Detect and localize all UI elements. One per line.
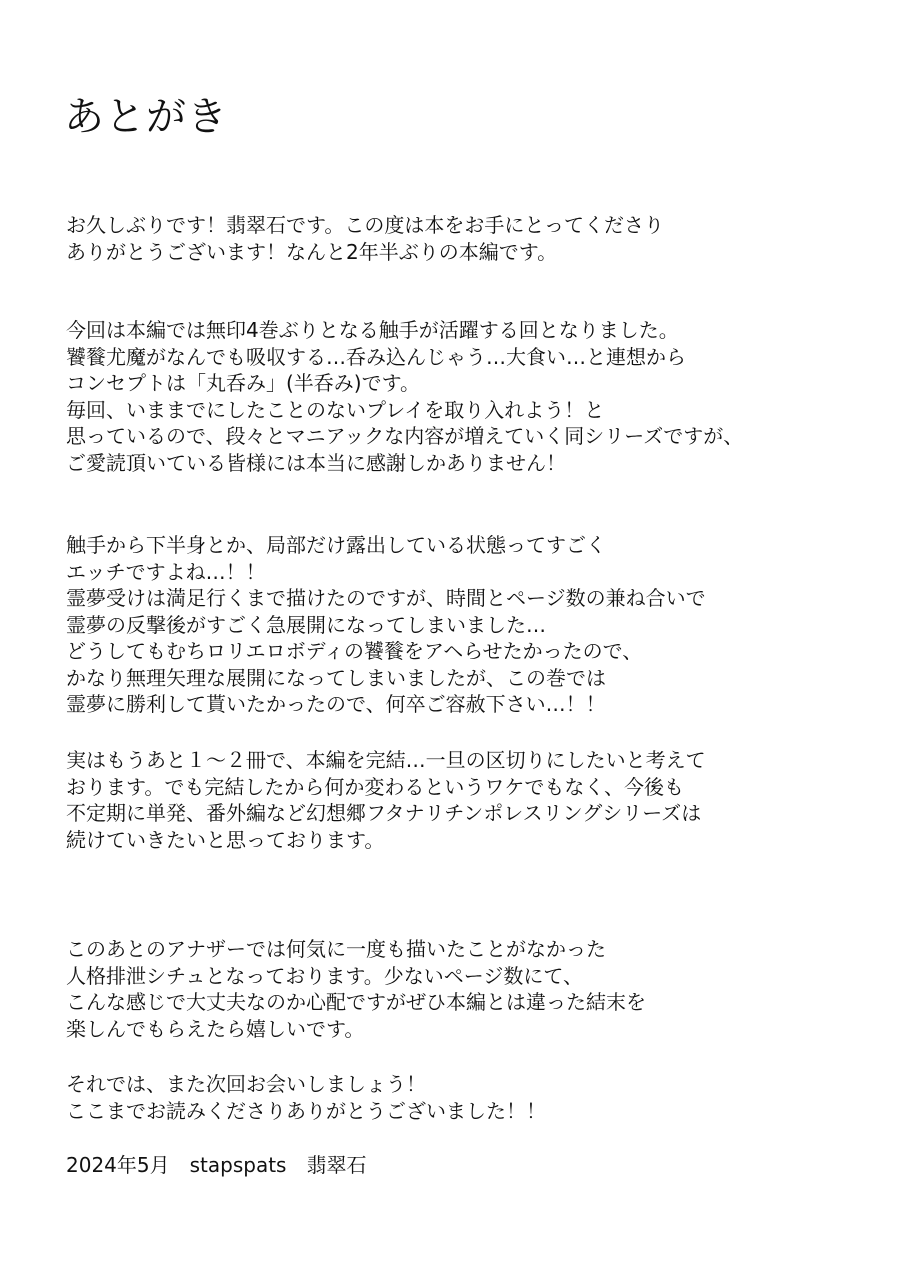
signature-line: 2024年5月 stapspats 翡翠石 bbox=[66, 1153, 367, 1177]
text-line: 饕餮尤魔がなんでも吸収する…呑み込んじゃう…大食い…と連想から bbox=[66, 344, 686, 369]
text-line: どうしてもむちロリエロボディの饕餮をアヘらせたかったので、 bbox=[66, 639, 643, 663]
text-line: 不定期に単発、番外編など幻想郷フタナリチンポレスリングシリーズは bbox=[66, 801, 702, 825]
text-line: 実はもうあと１～２冊で、本編を完結…一旦の区切りにしたいと考えて bbox=[66, 748, 706, 772]
paragraph-content bbox=[66, 532, 706, 718]
text-line: エッチですよね…！！ bbox=[66, 559, 266, 584]
text-line: ここまでお読みくださりありがとうございました！！ bbox=[66, 1098, 546, 1123]
text-line: それでは、また次回お会いしましょう！ bbox=[66, 1072, 426, 1096]
text-line: 毎回、いままでにしたことのないプレイを取り入れよう！と bbox=[66, 397, 605, 422]
text-line: 霊夢受けは満足行くまで描けたのですが、時間とページ数の兼ね合いで bbox=[66, 586, 706, 610]
paragraph-future bbox=[66, 747, 706, 853]
text-line: 触手から下半身とか、局部だけ露出している状態ってすごく bbox=[66, 533, 606, 557]
page-title: あとがき bbox=[64, 94, 228, 140]
text-line: 楽しんでもらえたら嬉しいです。 bbox=[66, 1016, 365, 1041]
paragraph-closing bbox=[66, 1071, 546, 1124]
text-line: 霊夢に勝利して貰いたかったので、何卒ご容赦下さい…！！ bbox=[66, 692, 606, 716]
text-line: 続けていきたいと思っております。 bbox=[66, 827, 385, 852]
text-line: コンセプトは「丸呑み」(半呑み)です。 bbox=[66, 371, 421, 395]
text-line: 今回は本編では無印4巻ぶりとなる触手が活躍する回となりました。 bbox=[66, 318, 679, 342]
text-line: このあとのアナザーでは何気に一度も描いたことがなかった bbox=[66, 937, 606, 961]
signature bbox=[66, 1152, 366, 1179]
text-line: 思っているので、段々とマニアックな内容が増えていく同シリーズですが、 bbox=[66, 424, 744, 448]
text-line: かなり無理矢理な展開になってしまいましたが、この巻では bbox=[66, 665, 606, 690]
paragraph-greeting bbox=[66, 212, 664, 265]
paragraph-concept bbox=[66, 317, 743, 476]
text-line: 霊夢の反撃後がすごく急展開になってしまいました… bbox=[66, 612, 546, 637]
text-line: ご愛読頂いている皆様には本当に感謝しかありません！ bbox=[66, 450, 566, 475]
text-line: ありがとうございます！なんと2年半ぶりの本編です。 bbox=[66, 239, 558, 264]
paragraph-another bbox=[66, 936, 646, 1042]
text-line: おります。でも完結したから何か変わるというワケでもなく、今後も bbox=[66, 774, 684, 799]
text-line: お久しぶりです！翡翠石です。この度は本をお手にとってくださり bbox=[66, 213, 664, 237]
text-line: こんな感じで大丈夫なのか心配ですがぜひ本編とは違った結末を bbox=[66, 990, 646, 1014]
text-line: 人格排泄シチュとなっております。少ないページ数にて、 bbox=[66, 963, 583, 988]
